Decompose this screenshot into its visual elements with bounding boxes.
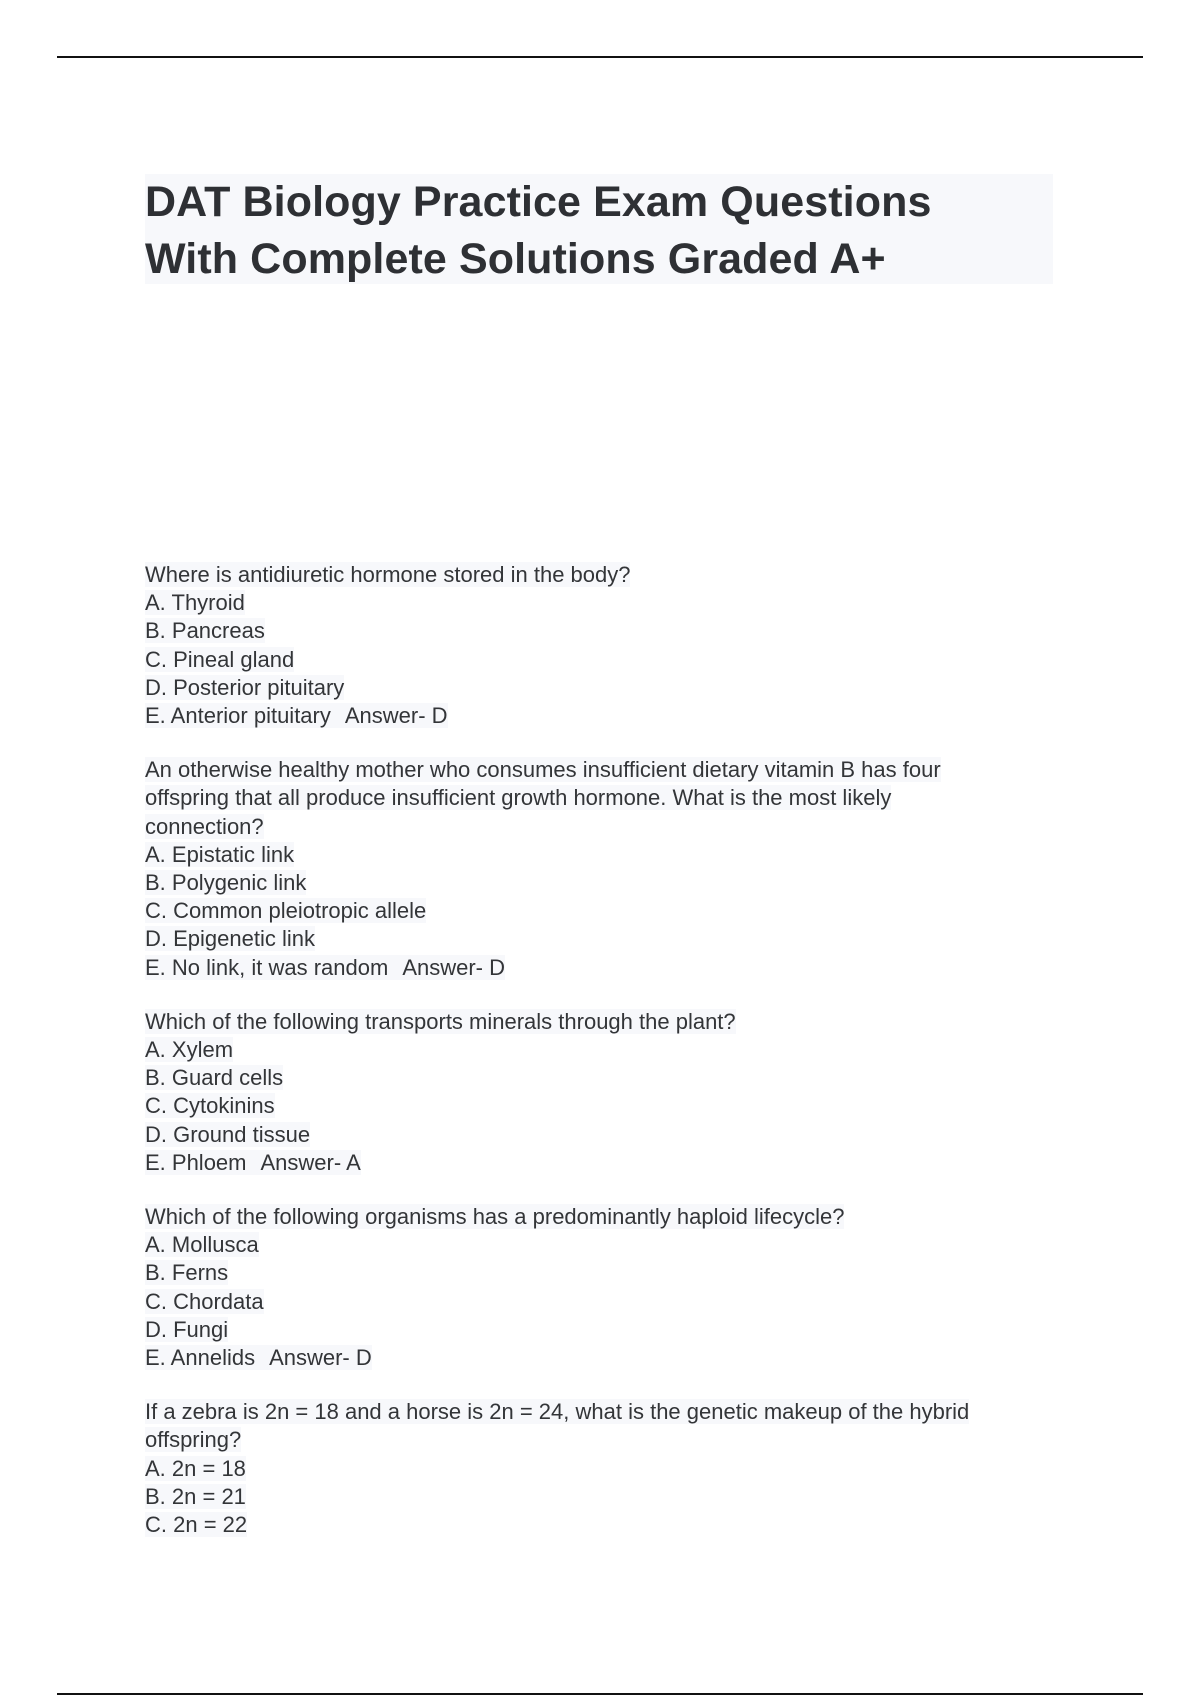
question-3-option-a: A. Xylem [145, 1037, 234, 1063]
question-5-option-c: C. 2n = 22 [145, 1512, 248, 1538]
question-2-prompt-line-3: connection? [145, 813, 264, 839]
top-rule [57, 56, 1143, 58]
question-4-option-c: C. Chordata [145, 1288, 264, 1314]
question-4-option-b: B. Ferns [145, 1260, 229, 1286]
title-line-2: With Complete Solutions Graded A+ [145, 235, 886, 283]
question-5 [145, 1398, 1065, 1539]
question-1-option-b: B. Pancreas [145, 618, 265, 644]
question-1-prompt-line-1: Where is antidiuretic hormone stored in the body? [145, 562, 631, 587]
question-4-answer: Answer- D [269, 1345, 372, 1371]
question-1-option-c: C. Pineal gland [145, 646, 295, 672]
question-2-option-e: E. No link, it was random Answer- D [145, 954, 505, 980]
question-5-prompt-line-1: If a zebra is 2n = 18 and a horse is 2n = 24, what is the genetic makeup of the hybrid [145, 1399, 970, 1425]
title-line-1: DAT Biology Practice Exam Questions [145, 178, 932, 226]
document-title [145, 174, 1053, 284]
question-3-option-b: B. Guard cells [145, 1065, 284, 1091]
question-2-prompt-line-2: offspring that all produce insufficient growth hormone. What is the most likely [145, 785, 892, 811]
question-1-option-d: D. Posterior pituitary [145, 674, 345, 700]
question-3-option-d: D. Ground tissue [145, 1121, 311, 1147]
question-4-option-d: D. Fungi [145, 1316, 229, 1342]
question-4 [145, 1203, 1065, 1372]
question-1-option-a: A. Thyroid [145, 590, 245, 616]
question-5-prompt-line-2: offspring? [145, 1427, 242, 1453]
question-2-option-c: C. Common pleiotropic allele [145, 898, 427, 924]
question-4-option-a: A. Mollusca [145, 1232, 259, 1258]
question-5-option-b: B. 2n = 21 [145, 1483, 246, 1509]
bottom-rule [57, 1693, 1143, 1695]
question-4-option-e: E. Annelids Answer- D [145, 1345, 372, 1371]
question-2-option-b: B. Polygenic link [145, 870, 307, 896]
question-list [145, 561, 1065, 1565]
question-3-prompt-line-1: Which of the following transports minerals through the plant? [145, 1008, 736, 1034]
question-2-option-d: D. Epigenetic link [145, 926, 315, 952]
question-2-answer: Answer- D [402, 954, 505, 980]
question-1 [145, 561, 1065, 730]
question-5-option-a: A. 2n = 18 [145, 1455, 246, 1481]
question-1-answer: Answer- D [344, 703, 448, 729]
question-2-option-a: A. Epistatic link [145, 841, 295, 867]
question-4-prompt-line-1: Which of the following organisms has a predominantly haploid lifecycle? [145, 1204, 845, 1230]
question-3 [145, 1008, 1065, 1177]
question-3-option-c: C. Cytokinins [145, 1093, 275, 1119]
question-2-prompt-line-1: An otherwise healthy mother who consumes insufficient dietary vitamin B has four [145, 757, 941, 783]
question-3-option-e: E. Phloem Answer- A [145, 1149, 361, 1175]
question-1-option-e: E. Anterior pituitary Answer- D [145, 703, 448, 729]
question-3-answer: Answer- A [260, 1149, 361, 1175]
question-2 [145, 756, 1065, 982]
